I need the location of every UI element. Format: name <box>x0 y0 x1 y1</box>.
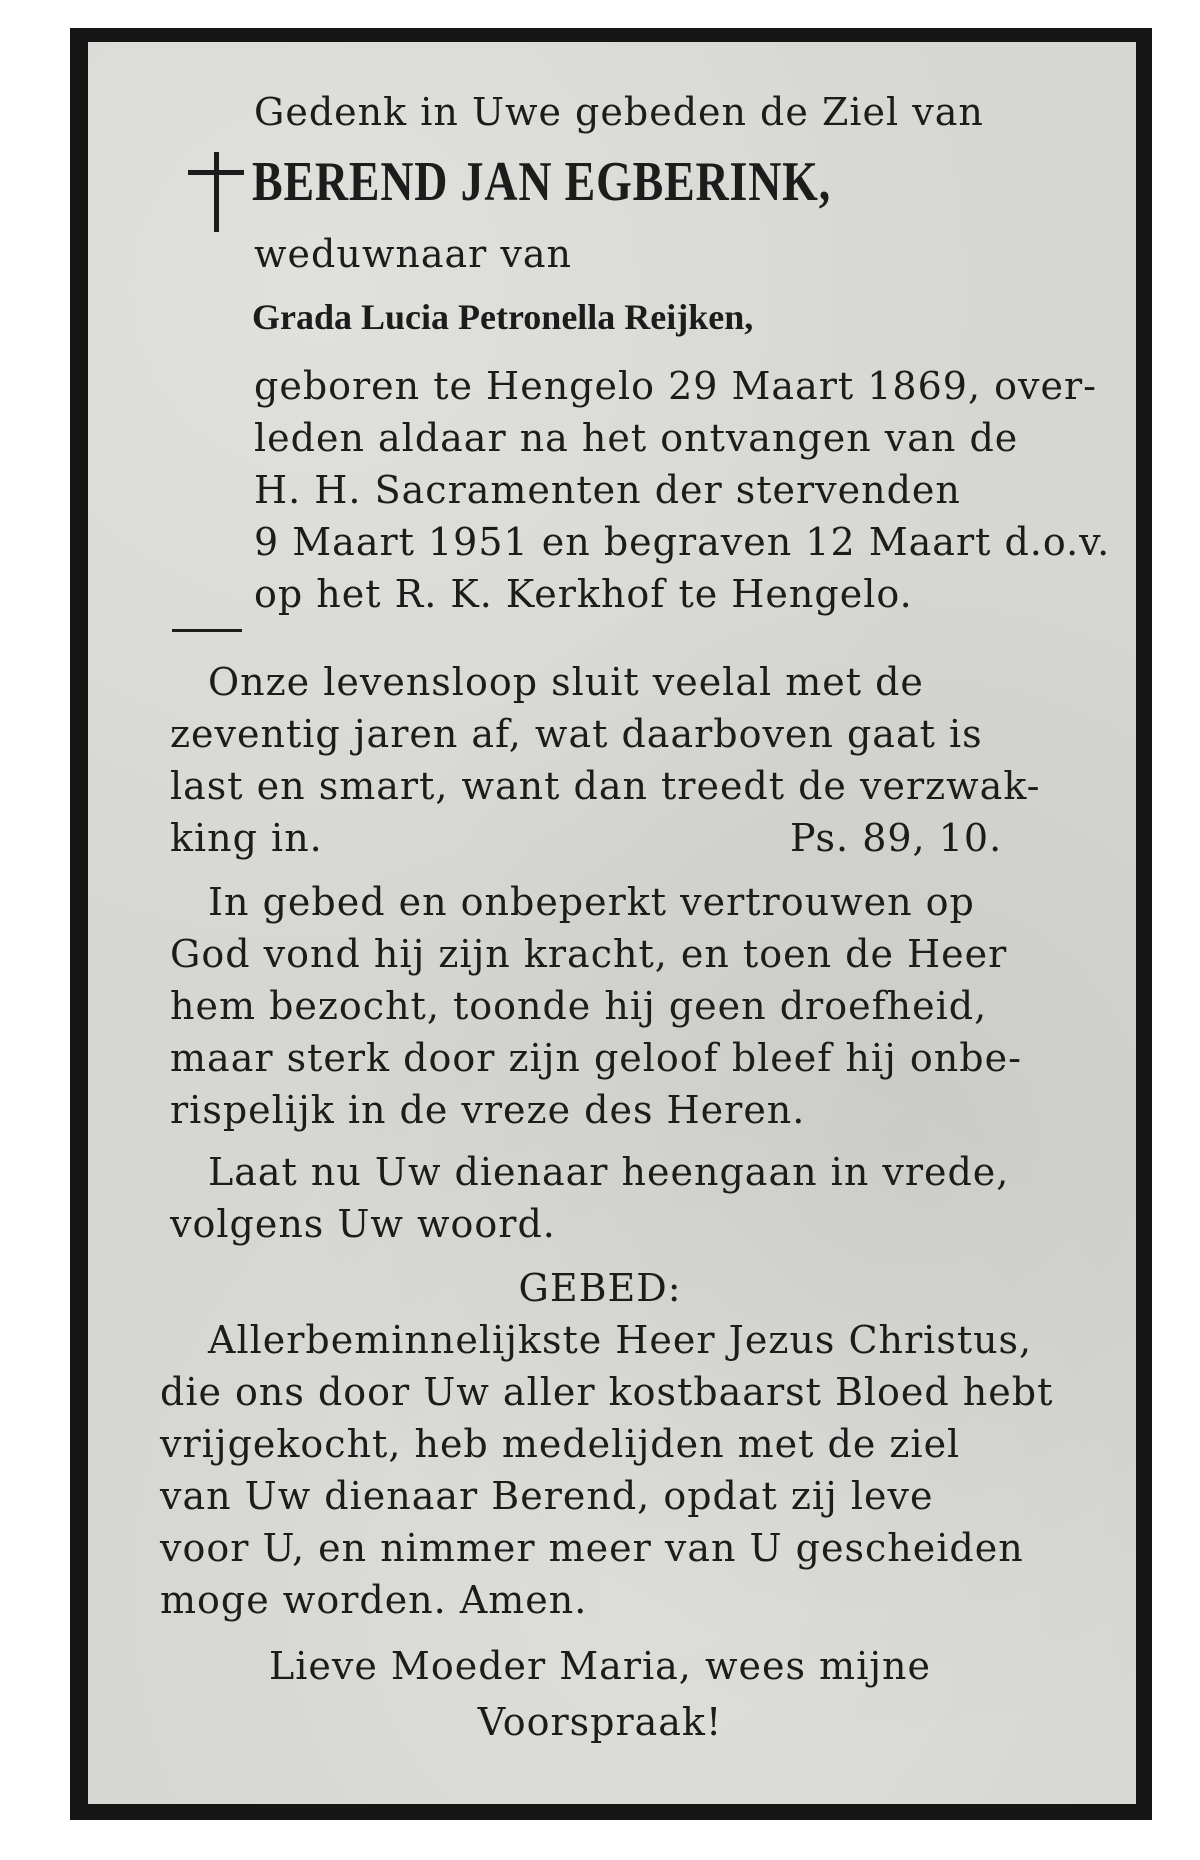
deceased-name: BEREND JAN EGBERINK, <box>252 151 832 213</box>
prayer-line-1: Allerbeminnelijkste Heer Jezus Christus, <box>208 1318 1033 1362</box>
bio-line-2: leden aldaar na het ontvangen van de <box>254 416 1019 460</box>
section-divider <box>172 629 242 632</box>
prayer-line-4: van Uw dienaar Berend, opdat zij leve <box>160 1474 934 1518</box>
farewell-line-2: volgens Uw woord. <box>170 1202 556 1246</box>
prayer-line-2: die ons door Uw aller kostbaarst Bloed hebt <box>160 1370 1054 1414</box>
faith-line-2: God vond hij zijn kracht, en toen de Heer <box>170 932 1008 976</box>
psalm-line-3: last en smart, want dan treedt de verzwak- <box>170 764 1041 808</box>
psalm-line-2: zeventig jaren af, wat daarboven gaat is <box>170 712 983 756</box>
closing-line-2: Voorspraak! <box>477 1700 723 1744</box>
spouse-name: Grada Lucia Petronella Reijken, <box>252 297 754 337</box>
prayer-line-3: vrijgekocht, heb medelijden met de ziel <box>160 1422 961 1466</box>
cross-icon <box>188 152 244 232</box>
bio-line-4: 9 Maart 1951 en begraven 12 Maart d.o.v. <box>254 520 1111 564</box>
intro-line: Gedenk in Uwe gebeden de Ziel van <box>254 90 984 134</box>
bio-line-3: H. H. Sacramenten der stervenden <box>254 468 961 512</box>
bio-line-1: geboren te Hengelo 29 Maart 1869, over- <box>254 364 1097 408</box>
faith-line-4: maar sterk door zijn geloof bleef hij onbe- <box>170 1036 1022 1080</box>
widower-line: weduwnaar van <box>254 232 572 276</box>
prayer-line-6: moge worden. Amen. <box>160 1578 588 1622</box>
faith-line-3: hem bezocht, toonde hij geen droefheid, <box>170 984 988 1028</box>
faith-line-5: rispelijk in de vreze des Heren. <box>170 1088 806 1132</box>
psalm-reference: Ps. 89, 10. <box>790 816 1003 860</box>
bio-line-5: op het R. K. Kerkhof te Hengelo. <box>254 572 913 616</box>
faith-line-1: In gebed en onbeperkt vertrouwen op <box>208 880 975 924</box>
psalm-line-1: Onze levensloop sluit veelal met de <box>208 660 924 704</box>
psalm-line-4: king in. <box>170 816 323 860</box>
closing-line-1: Lieve Moeder Maria, wees mijne <box>269 1644 931 1688</box>
prayer-heading: GEBED: <box>518 1266 682 1310</box>
farewell-line-1: Laat nu Uw dienaar heengaan in vrede, <box>208 1150 1010 1194</box>
prayer-line-5: voor U, en nimmer meer van U gescheiden <box>160 1526 1024 1570</box>
